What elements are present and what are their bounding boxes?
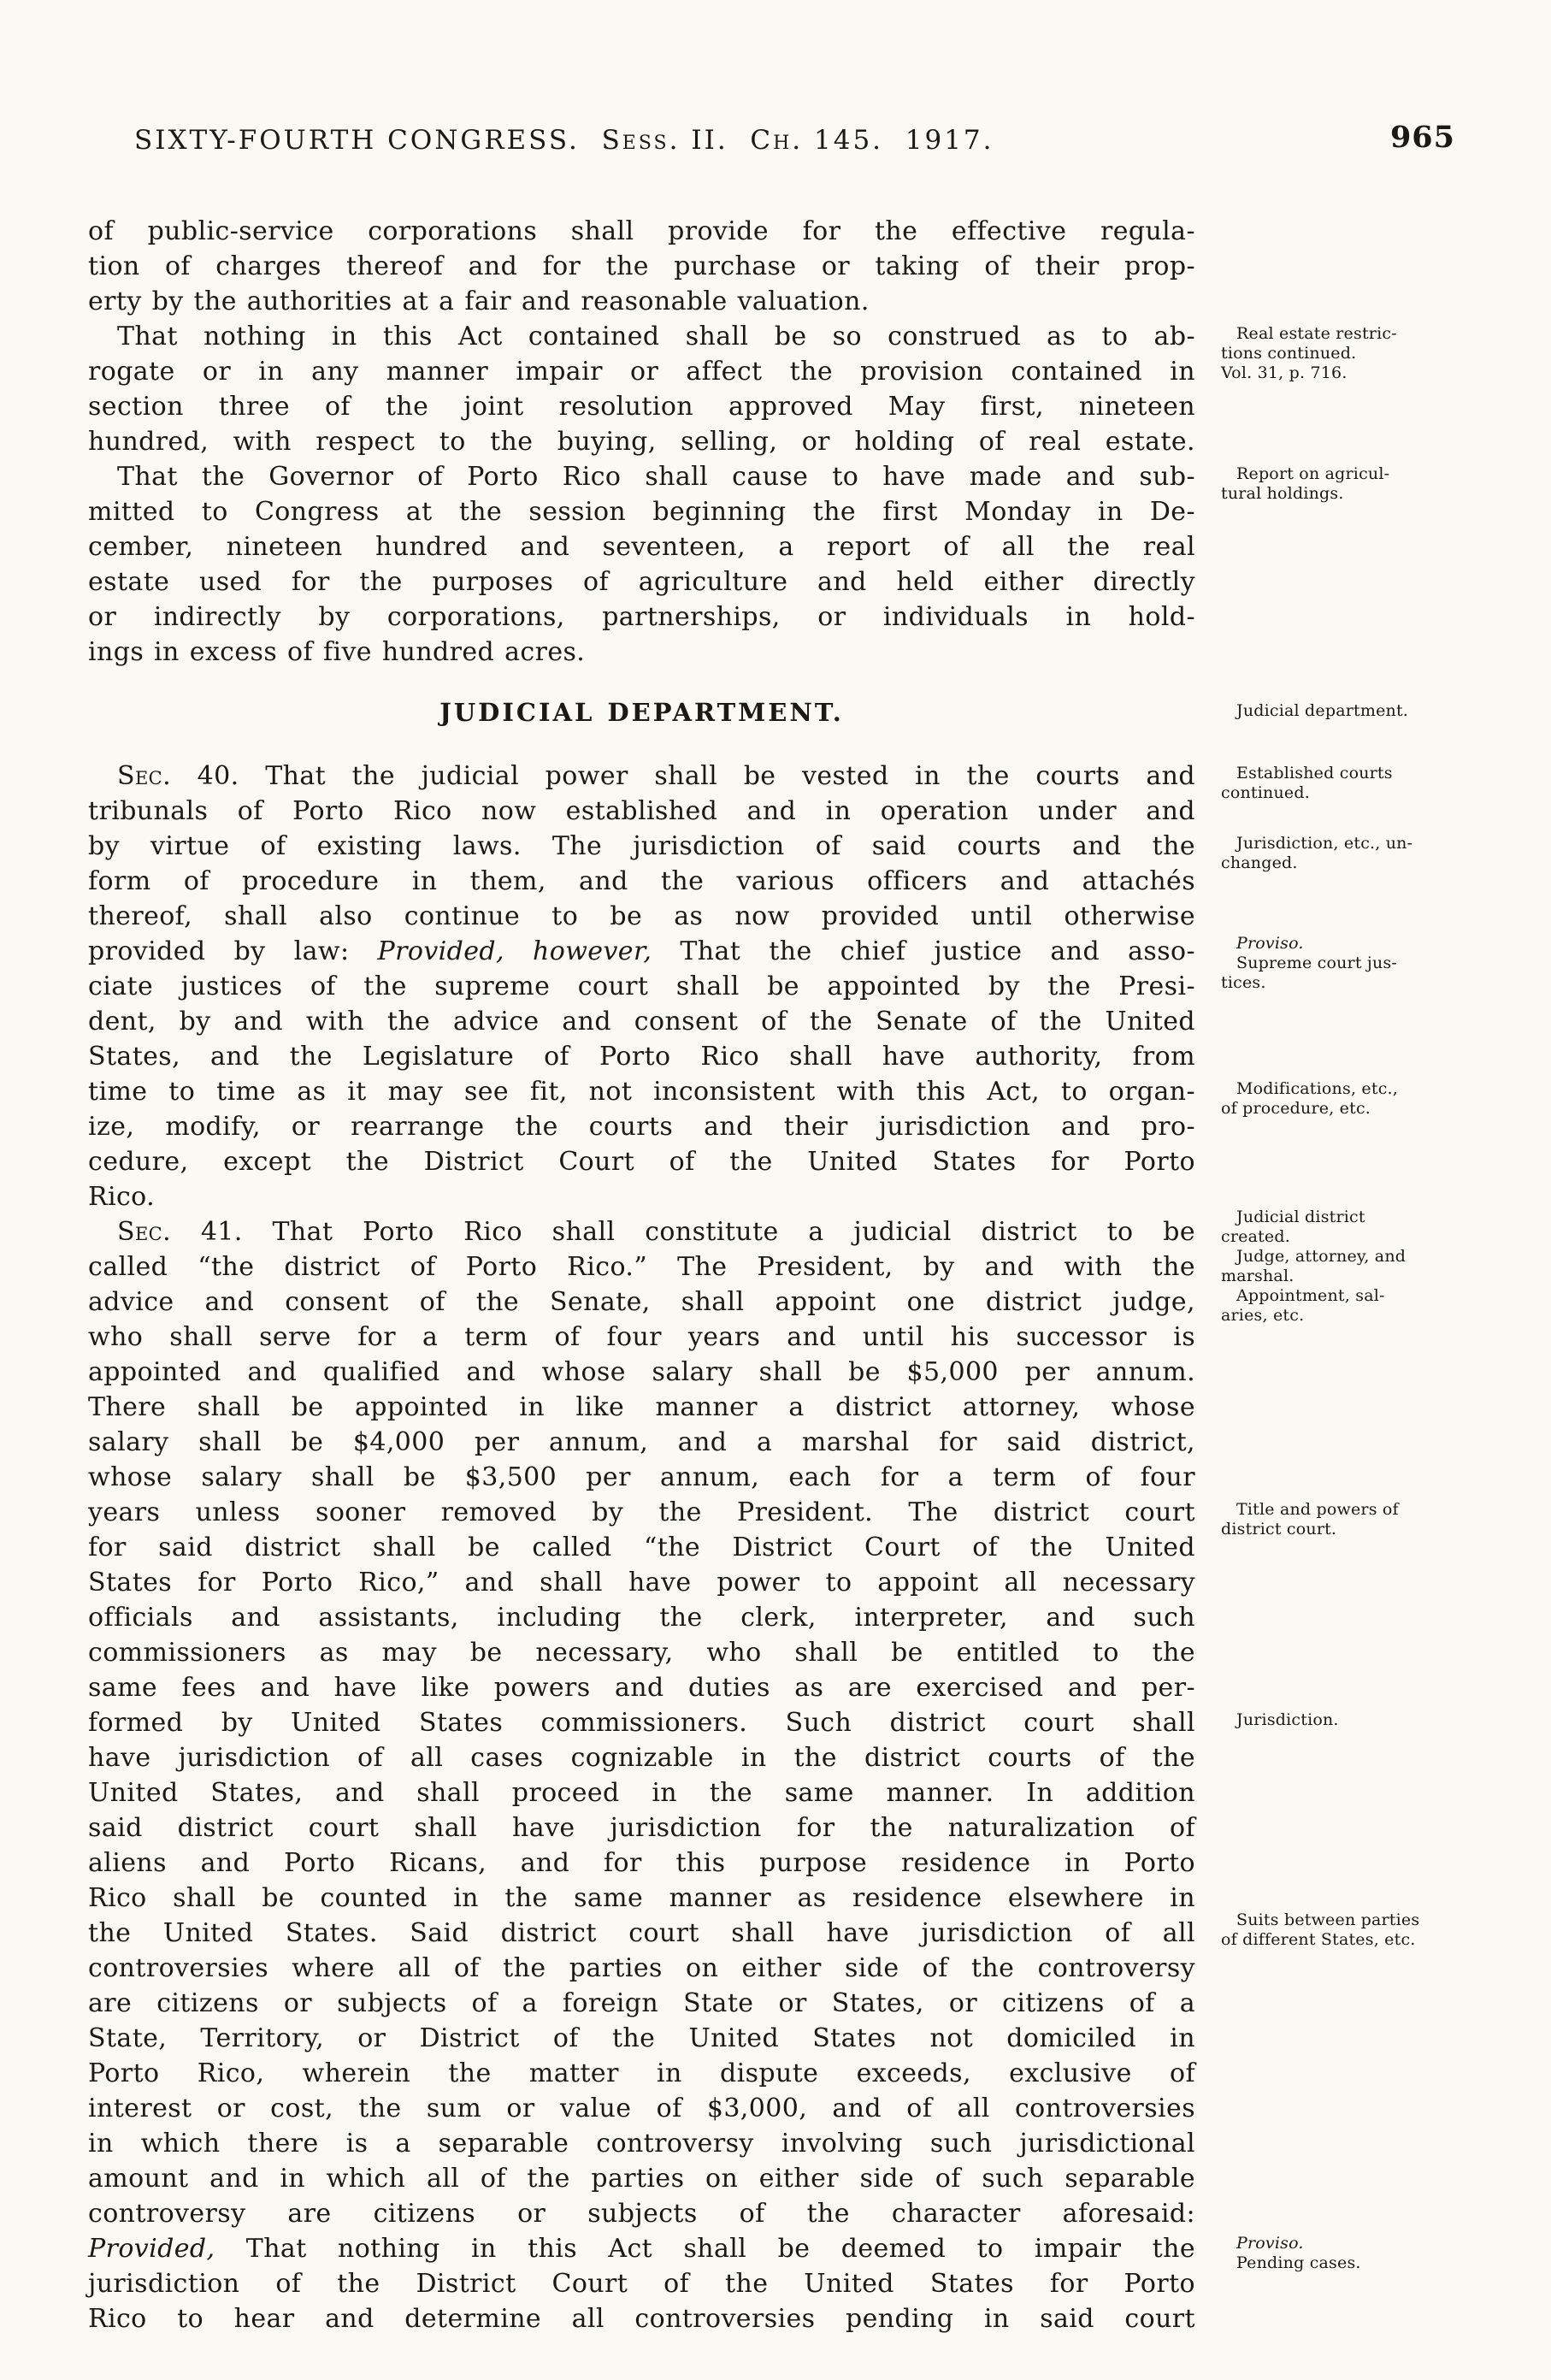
text-line: cedure, except the District Court of the United States for Porto: [88, 1147, 1195, 1177]
text-line: tribunals of Porto Rico now established and in operation under and: [88, 796, 1195, 826]
margin-note-line: district court.: [1221, 1520, 1337, 1538]
margin-note-line: Supreme court jus-: [1236, 954, 1398, 972]
text-line: Rico shall be counted in the same manner as residence elsewhere in: [88, 1883, 1195, 1913]
text-segment: That the chief justice and asso-: [652, 936, 1196, 966]
text-line: United States, and shall proceed in the same manner. In addition: [88, 1778, 1195, 1808]
margin-note: [1221, 464, 1503, 504]
text-line: whose salary shall be $3,500 per annum, each for a term of four: [88, 1462, 1195, 1492]
text-line: said district court shall have jurisdiction for the naturalization of: [88, 1813, 1195, 1843]
text-segment: SIXTY-FOURTH CONGRESS.: [134, 125, 602, 156]
text-line: the United States. Said district court shall have jurisdiction of all: [88, 1918, 1195, 1948]
margin-note-line: Real estate restric-: [1236, 324, 1397, 343]
text-line: hundred, with respect to the buying, selling, or holding of real estate.: [88, 427, 1195, 457]
text-line: commissioners as may be necessary, who shall be entitled to the: [88, 1638, 1195, 1668]
text-line: aliens and Porto Ricans, and for this purpose residence in Porto: [88, 1848, 1195, 1878]
margin-note-line: Title and powers of: [1236, 1500, 1399, 1519]
text-line: tion of charges thereof and for the purchase or taking of their prop-: [88, 251, 1195, 281]
text-line: advice and consent of the Senate, shall appoint one district judge,: [88, 1287, 1195, 1317]
margin-note: [1221, 1286, 1503, 1326]
margin-note-line: Pending cases.: [1236, 2253, 1361, 2272]
margin-note: [1221, 1710, 1503, 1730]
text-line: erty by the authorities at a fair and reasonable valuation.: [88, 286, 870, 316]
text-line: called “the district of Porto Rico.” The President, by and with the: [88, 1252, 1195, 1282]
text-line: Rico to hear and determine all controversies pending in said court: [88, 2304, 1195, 2334]
text-line: ciate justices of the supreme court shall be appointed by the Presi-: [88, 971, 1195, 1001]
text-line: That the Governor of Porto Rico shall cause to have made and sub-: [117, 462, 1195, 492]
paragraph: [88, 459, 1195, 670]
margin-note-line: created.: [1221, 1227, 1290, 1246]
margin-note-line: Report on agricul-: [1236, 464, 1390, 483]
margin-note-line: tions continued.: [1221, 344, 1357, 363]
page-header-title: [134, 125, 994, 156]
page-number: 965: [1389, 120, 1455, 155]
text-line: section three of the joint resolution approved May first, nineteen: [88, 392, 1195, 422]
text-line: in which there is a separable controversy involving such jurisdictional: [88, 2129, 1195, 2159]
text-segment: provided by law:: [88, 936, 378, 966]
margin-note: [1221, 701, 1503, 721]
text-line: That nothing in this Act contained shall be so construed as to ab-: [117, 322, 1195, 351]
margin-note-line: aries, etc.: [1221, 1306, 1305, 1325]
margin-note: [1221, 1208, 1503, 1247]
italic-text: Provided,: [88, 2234, 215, 2264]
smallcaps-text: Sess.: [601, 125, 681, 156]
margin-note-line: Modifications, etc.,: [1236, 1079, 1399, 1098]
margin-note-line: marshal.: [1221, 1267, 1294, 1285]
text-line: [88, 2231, 1195, 2266]
text-line: Porto Rico, wherein the matter in dispute exceeds, exclusive of: [88, 2058, 1195, 2088]
margin-note: [1221, 324, 1503, 383]
text-line: time to time as it may see fit, not inconsistent with this Act, to organ-: [88, 1077, 1195, 1107]
text-line: controversy are citizens or subjects of the character aforesaid:: [88, 2199, 1195, 2229]
margin-note: [1221, 764, 1503, 803]
margin-note-line: Judicial department.: [1236, 701, 1409, 720]
text-line: salary shall be $4,000 per annum, and a marshal for said district,: [88, 1427, 1195, 1457]
text-line: interest or cost, the sum or value of $3,000, and of all controversies: [88, 2094, 1195, 2123]
smallcaps-text: Sec. 41.: [117, 1217, 243, 1247]
text-segment: 145. 1917.: [803, 125, 994, 156]
text-line: jurisdiction of the District Court of the United States for Porto: [88, 2269, 1195, 2299]
margin-note-line: Judge, attorney, and: [1236, 1247, 1407, 1266]
margin-note-line: Proviso.: [1236, 2234, 1304, 2253]
text-line: form of procedure in them, and the various officers and attachés: [88, 866, 1195, 896]
paragraph: [88, 214, 1195, 319]
text-line: who shall serve for a term of four years and until his successor is: [88, 1322, 1195, 1352]
text-line: formed by United States commissioners. Such district court shall: [88, 1708, 1195, 1738]
text-line: cember, nineteen hundred and seventeen, a report of all the real: [88, 532, 1195, 562]
margin-note: [1221, 2234, 1503, 2273]
smallcaps-text: Sec. 40.: [117, 761, 239, 791]
margin-note: [1221, 1079, 1503, 1119]
text-line: controversies where all of the parties on either side of the controversy: [88, 1953, 1195, 1983]
text-line: Rico.: [88, 1182, 156, 1212]
smallcaps-text: Ch.: [750, 125, 804, 156]
paragraph: [88, 1214, 1195, 2336]
text-line: appointed and qualified and whose salary shall be $5,000 per annum.: [88, 1357, 1195, 1387]
margin-note: [1221, 1247, 1503, 1286]
margin-note: [1221, 834, 1503, 873]
text-line: rogate or in any manner impair or affect the provision contained in: [88, 357, 1195, 387]
margin-note-line: tural holdings.: [1221, 484, 1344, 503]
margin-note: [1221, 1910, 1503, 1950]
paragraph: [88, 759, 1195, 1214]
text-line: [88, 1214, 1195, 1249]
text-line: ize, modify, or rearrange the courts and their jurisdiction and pro-: [88, 1112, 1195, 1142]
text-segment: That Porto Rico shall constitute a judicial district to be: [242, 1217, 1195, 1247]
margin-note-line: of different States, etc.: [1221, 1930, 1416, 1949]
text-line: years unless sooner removed by the President. The district court: [88, 1497, 1195, 1527]
margin-note-line: Jurisdiction, etc., un-: [1236, 834, 1413, 853]
paragraph: [88, 319, 1195, 459]
text-line: estate used for the purposes of agriculture and held either directly: [88, 567, 1195, 597]
text-line: are citizens or subjects of a foreign State or States, or citizens of a: [88, 1988, 1195, 2018]
text-line: States for Porto Rico,” and shall have power to appoint all necessary: [88, 1568, 1195, 1597]
text-line: thereof, shall also continue to be as now provided until otherwise: [88, 901, 1195, 931]
margin-note: [1221, 934, 1503, 993]
margin-note-line: Judicial district: [1236, 1208, 1365, 1226]
margin-note-line: Proviso.: [1236, 934, 1304, 953]
text-segment: That the judicial power shall be vested in the courts and: [239, 761, 1195, 791]
body-column: [88, 214, 1195, 2336]
text-line: State, Territory, or District of the United States not domiciled in: [88, 2023, 1195, 2053]
margin-note-line: Appointment, sal-: [1236, 1286, 1385, 1305]
margin-note-line: Vol. 31, p. 716.: [1221, 363, 1348, 382]
text-line: ings in excess of five hundred acres.: [88, 637, 586, 667]
margin-note: [1221, 1500, 1503, 1539]
margin-note-line: changed.: [1221, 853, 1298, 872]
text-line: for said district shall be called “the District Court of the United: [88, 1533, 1195, 1562]
margin-note-line: Jurisdiction.: [1236, 1710, 1339, 1729]
margin-notes: [1221, 0, 1503, 2380]
text-line: There shall be appointed in like manner a district attorney, whose: [88, 1392, 1195, 1422]
italic-text: Provided, however,: [377, 936, 652, 966]
text-line: amount and in which all of the parties on either side of such separable: [88, 2164, 1195, 2194]
text-line: mitted to Congress at the session beginning the first Monday in De-: [88, 497, 1195, 527]
section-heading: JUDICIAL DEPARTMENT.: [439, 698, 844, 727]
text-line: of public-service corporations shall provide for the effective regula-: [88, 216, 1195, 246]
margin-note-line: continued.: [1221, 783, 1310, 802]
text-line: have jurisdiction of all cases cognizable in the district courts of the: [88, 1743, 1195, 1773]
text-line: by virtue of existing laws. The jurisdiction of said courts and the: [88, 831, 1195, 861]
text-line: officials and assistants, including the clerk, interpreter, and such: [88, 1603, 1195, 1633]
text-line: States, and the Legislature of Porto Rico shall have authority, from: [88, 1042, 1195, 1072]
text-line: [88, 934, 1195, 969]
text-line: or indirectly by corporations, partnerships, or individuals in hold-: [88, 602, 1195, 632]
margin-note-line: of procedure, etc.: [1221, 1099, 1371, 1118]
margin-note-line: Established courts: [1236, 764, 1393, 783]
text-line: same fees and have like powers and duties as are exercised and per-: [88, 1673, 1195, 1703]
text-segment: That nothing in this Act shall be deemed to impair the: [215, 2234, 1195, 2264]
text-line: dent, by and with the advice and consent of the Senate of the United: [88, 1007, 1195, 1036]
margin-note-line: Suits between parties: [1236, 1910, 1420, 1929]
margin-note-line: tices.: [1221, 973, 1266, 992]
text-segment: II.: [680, 125, 751, 156]
text-line: [88, 759, 1195, 794]
